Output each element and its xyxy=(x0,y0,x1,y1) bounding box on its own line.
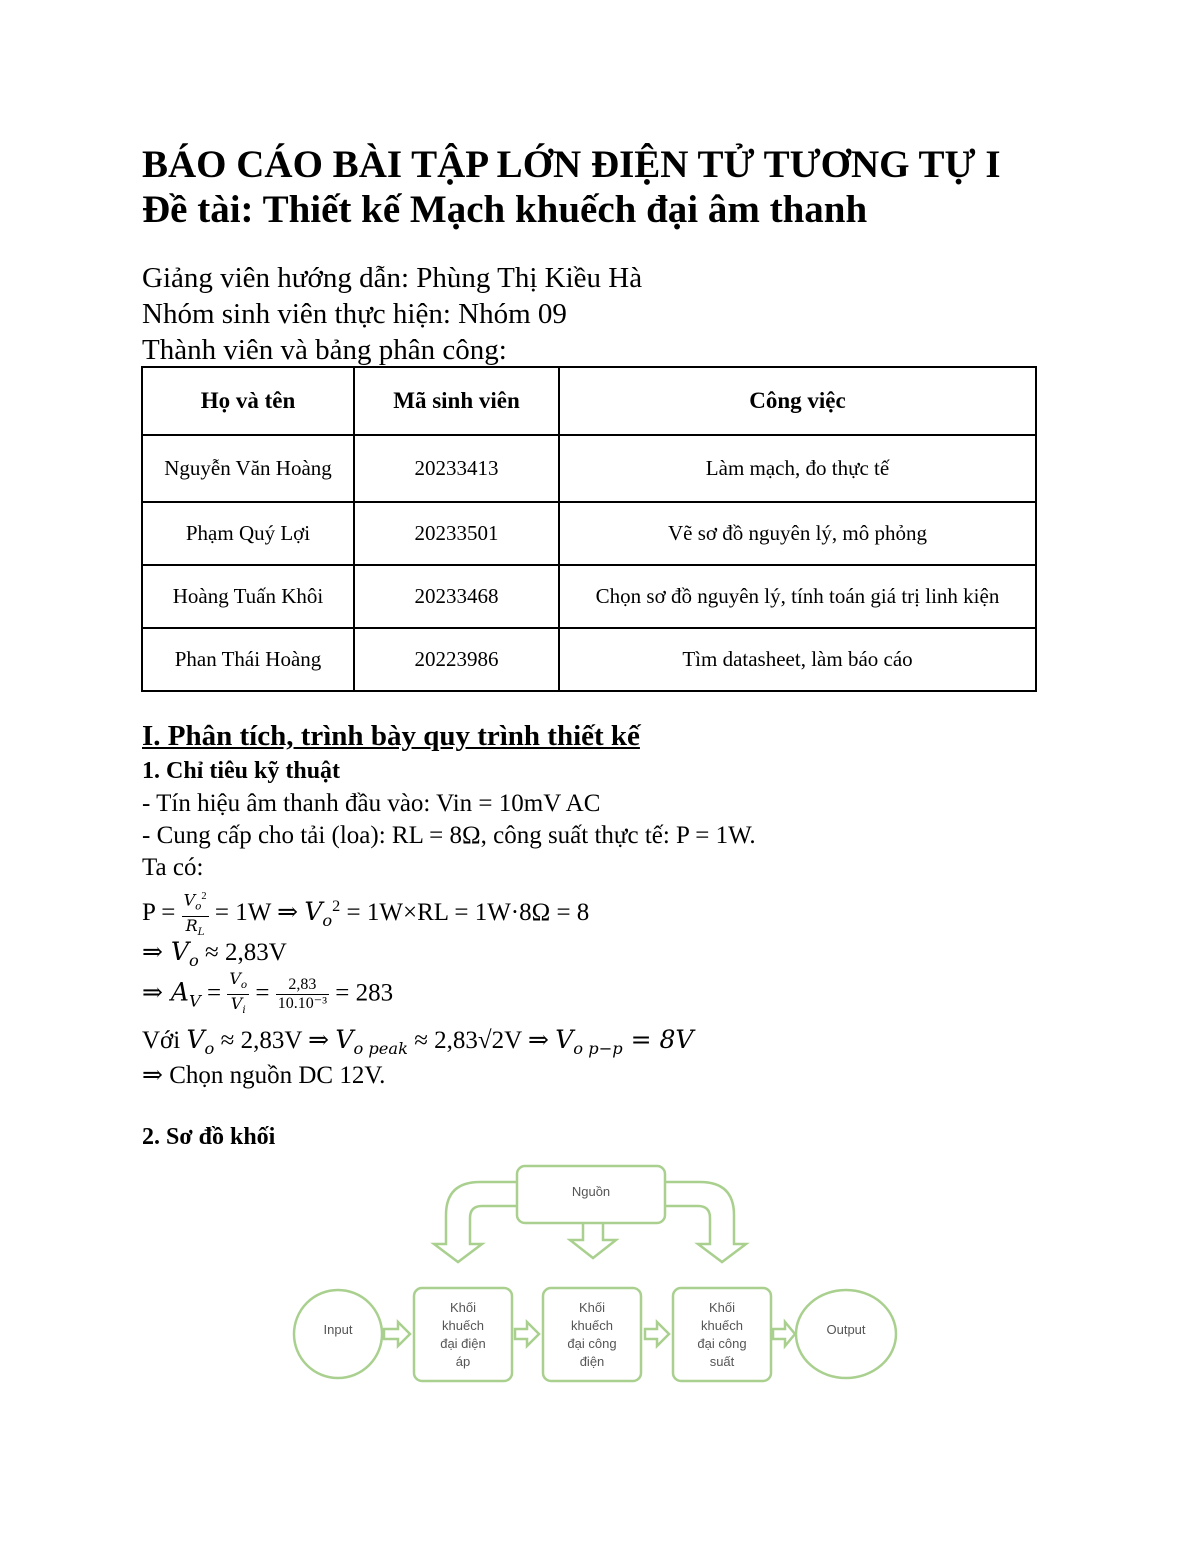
equation-power: P = $\frac{V_o^2}{R_L}$ = 1W ⇒ $V_o^2 = 1W\times RL = 1W\cdot 8\Omega = 8$ xyxy=(142,888,589,941)
power-arrow-center xyxy=(570,1223,616,1258)
section-heading: I. Phân tích, trình bày quy trình thiết kế xyxy=(142,720,640,752)
ta-co: Ta có: xyxy=(142,854,204,881)
eq-text: = 283 xyxy=(329,979,394,1007)
equation-peak: Với $V_o \approx 2,83V$ ⇒ $V_{o peak} \approx 2,83√2V$ ⇒ $V_{o p-p} = 8V$ xyxy=(142,1025,694,1058)
members-intro: Thành viên và bảng phân công: xyxy=(142,334,507,366)
header-student-id: Mã sinh viên xyxy=(354,367,559,435)
eq-text: ≈ 2,83√2V ⇒ xyxy=(407,1027,556,1054)
instructor-line: Giảng viên hướng dẫn: Phùng Thị Kiều Hà xyxy=(142,262,643,294)
eq-text: = 1W×RL = 1W·8Ω = 8 xyxy=(340,899,590,927)
header-name: Họ và tên xyxy=(142,367,354,435)
member-name: Hoàng Tuấn Khôi xyxy=(142,565,354,628)
header-task: Công việc xyxy=(559,367,1036,435)
power-arrow-right xyxy=(665,1182,746,1262)
eq-text: 2,83 xyxy=(276,976,329,995)
member-id: 20233501 xyxy=(354,502,559,565)
block-label: Khối xyxy=(578,1300,606,1315)
member-id: 20233468 xyxy=(354,565,559,628)
eq-text: P = xyxy=(142,899,182,927)
member-name: Phạm Quý Lợi xyxy=(142,502,354,565)
subsection-block-diagram: 2. Sơ đồ khối xyxy=(142,1124,276,1150)
group-line: Nhóm sinh viên thực hiện: Nhóm 09 xyxy=(142,298,567,330)
eq-text: V xyxy=(183,890,196,910)
member-task: Vẽ sơ đồ nguyên lý, mô phỏng xyxy=(559,502,1036,565)
block-label: khuếch xyxy=(442,1318,484,1333)
block-label: đại công xyxy=(567,1336,617,1351)
equation-gain: ⇒ $A_V$ = $\frac{V_o}{V_i}$ = $\frac{2,83}{\text{10.10⁻³}}$ = 283 xyxy=(142,969,394,1017)
member-id: 20223986 xyxy=(354,628,559,691)
arrow-right-icon xyxy=(645,1322,669,1346)
block-label: suất xyxy=(709,1354,735,1369)
eq-text: = 8V xyxy=(622,1025,694,1054)
block-label: điện xyxy=(579,1354,605,1369)
block-label: áp xyxy=(455,1354,471,1369)
block-label: khuếch xyxy=(701,1318,743,1333)
arrow-right-icon xyxy=(773,1322,795,1346)
block-label: Khối xyxy=(449,1300,477,1315)
equation-supply: ⇒ Chọn nguồn DC 12V. xyxy=(142,1062,386,1089)
report-topic: Đề tài: Thiết kế Mạch khuếch đại âm thanh xyxy=(142,188,868,231)
member-task: Làm mạch, đo thực tế xyxy=(559,435,1036,502)
input-label: Input xyxy=(323,1322,353,1337)
block-label: khuếch xyxy=(571,1318,613,1333)
eq-text: 10.10⁻³ xyxy=(277,995,328,1013)
report-title: BÁO CÁO BÀI TẬP LỚN ĐIỆN TỬ TƯƠNG TỰ I xyxy=(142,143,1001,186)
output-label: Output xyxy=(826,1322,866,1337)
member-name: Nguyễn Văn Hoàng xyxy=(142,435,354,502)
arrow-right-icon xyxy=(515,1322,539,1346)
power-label: Nguồn xyxy=(571,1184,611,1199)
block-label: đại điện xyxy=(440,1336,486,1351)
power-arrow-left xyxy=(434,1182,517,1262)
member-task: Tìm datasheet, làm báo cáo xyxy=(559,628,1036,691)
block-label: Khối xyxy=(708,1300,736,1315)
member-name: Phan Thái Hoàng xyxy=(142,628,354,691)
spec-input: - Tín hiệu âm thanh đầu vào: Vin = 10mV AC xyxy=(142,790,601,817)
eq-text: Với xyxy=(142,1027,187,1054)
subsection-specs: 1. Chỉ tiêu kỹ thuật xyxy=(142,758,341,784)
eq-text: R xyxy=(185,915,198,935)
arrow-right-icon xyxy=(384,1322,410,1346)
fraction: $\frac{V_o^2}{R_L}$ xyxy=(182,888,209,941)
block-label: đại công xyxy=(697,1336,747,1351)
spec-load: - Cung cấp cho tải (loa): RL = 8Ω, công suất thực tế: P = 1W. xyxy=(142,822,756,849)
eq-text: = 1W ⇒ xyxy=(208,899,305,927)
member-task: Chọn sơ đồ nguyên lý, tính toán giá trị linh kiện xyxy=(559,565,1036,628)
member-id: 20233413 xyxy=(354,435,559,502)
eq-text: ≈ 2,83V ⇒ xyxy=(214,1027,336,1054)
eq-text: ≈ 2,83V xyxy=(198,939,287,966)
equation-vo: ⇒ $V_o \approx 2,83V$ xyxy=(142,937,287,970)
